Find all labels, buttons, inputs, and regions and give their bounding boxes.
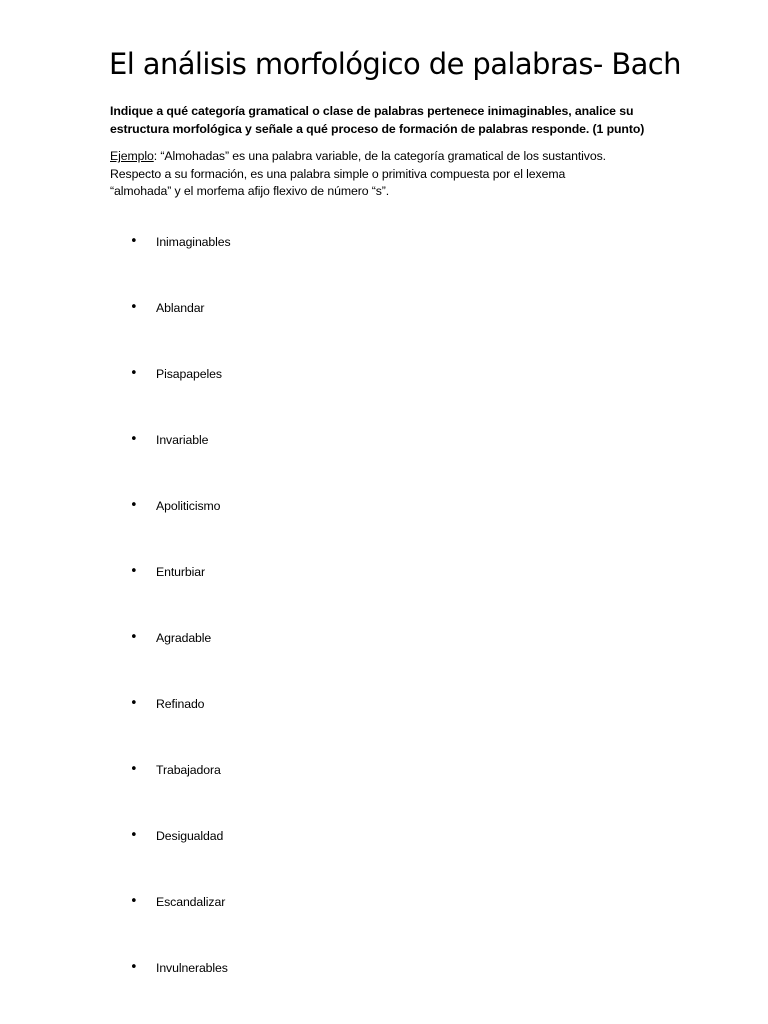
bullet-icon: • <box>130 366 138 381</box>
list-item-word: Invulnerables <box>156 961 228 975</box>
list-item-word: Invariable <box>156 433 209 447</box>
list-item-word: Refinado <box>156 697 205 711</box>
document-title: El análisis morfológico de palabras- Bach <box>109 47 681 81</box>
example-line-3: “almohada” y el morfema afijo flexivo de número “s”. <box>110 184 390 198</box>
bullet-icon: • <box>130 234 138 249</box>
bullet-icon: • <box>130 828 138 843</box>
bullet-icon: • <box>130 696 138 711</box>
bullet-icon: • <box>130 894 138 909</box>
bullet-icon: • <box>130 762 138 777</box>
list-item-word: Pisapapeles <box>156 367 222 381</box>
list-item-word: Ablandar <box>156 301 205 315</box>
example-line-2: Respecto a su formación, es una palabra simple o primitiva compuesta por el lexema <box>110 166 566 181</box>
example-paragraph <box>110 148 690 201</box>
bullet-icon: • <box>130 630 138 645</box>
list-item-word: Desigualdad <box>156 829 224 843</box>
bullet-icon: • <box>130 300 138 315</box>
list-item-word: Apoliticismo <box>156 499 221 513</box>
list-item-word: Trabajadora <box>156 763 221 777</box>
bullet-icon: • <box>130 498 138 513</box>
list-item-word: Enturbiar <box>156 565 205 579</box>
list-item-word: Escandalizar <box>156 895 226 909</box>
example-line-1 <box>110 148 690 166</box>
list-item-word: Agradable <box>156 631 212 645</box>
bullet-icon: • <box>130 564 138 579</box>
exercise-instructions: Indique a qué categoría gramatical o clase de palabras pertenece inimaginables, analice su estructura morfológica y señale a qué proceso de formación de palabras responde. (1 punto) <box>110 104 645 136</box>
bullet-icon: • <box>130 432 138 447</box>
example-label: Ejemplo <box>110 149 154 163</box>
bullet-icon: • <box>130 960 138 975</box>
example-text-1: : “Almohadas” es una palabra variable, de la categoría gramatical de los sustantivos. <box>153 149 606 163</box>
list-item-word: Inimaginables <box>156 235 231 249</box>
